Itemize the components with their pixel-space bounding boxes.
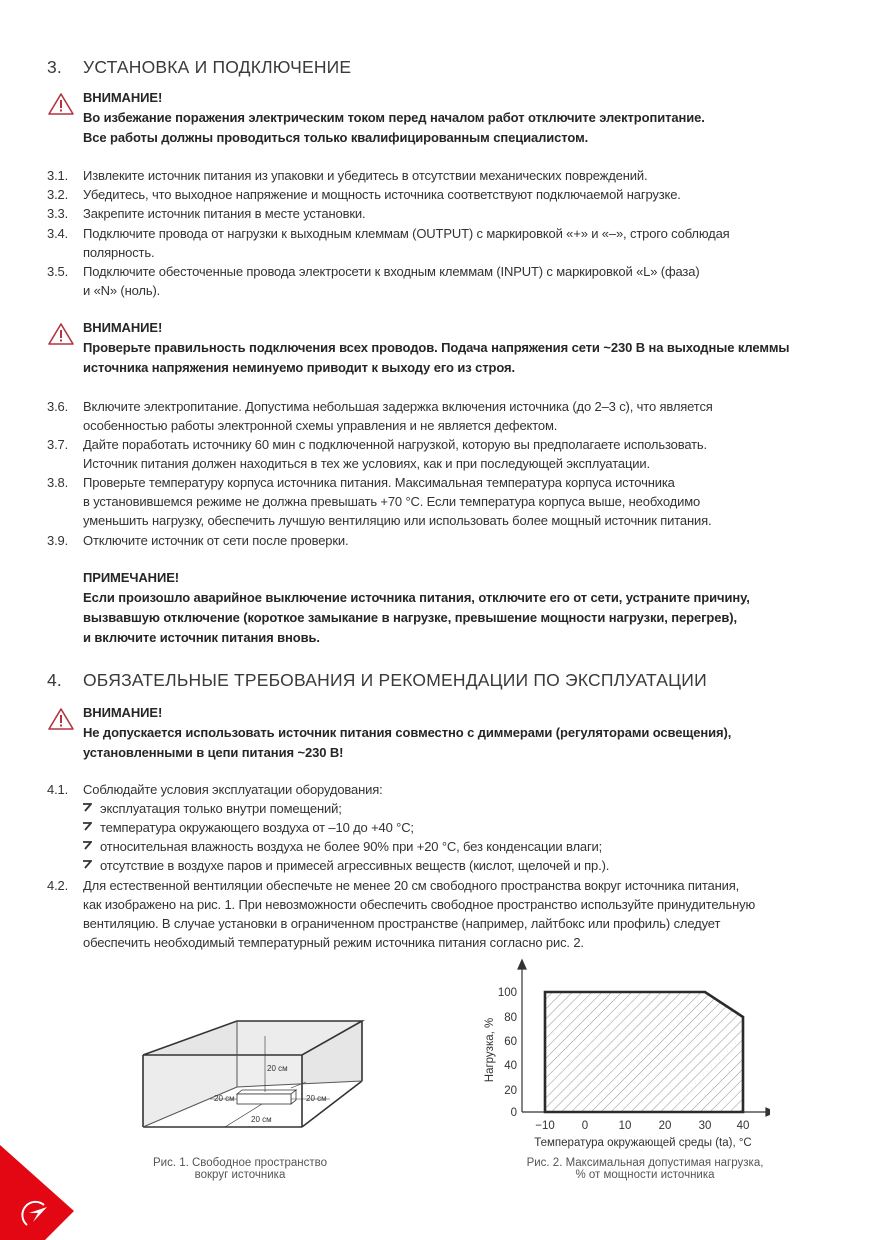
warning-line: Проверьте правильность подключения всех проводов. Подача напряжения сети ~230 В на выходные клеммы	[83, 340, 790, 355]
section-3-heading: 3. УСТАНОВКА И ПОДКЛЮЧЕНИЕ	[47, 57, 352, 77]
arrow-bullet-icon	[82, 840, 92, 850]
allowed-load-area	[545, 992, 743, 1112]
arrow-bullet-icon	[82, 821, 92, 831]
y-axis-label: Нагрузка, %	[484, 1017, 496, 1083]
svg-text:20: 20	[504, 1085, 517, 1097]
warning-line: Во избежание поражения электрическим током перед началом работ отключите электропитание.	[83, 110, 705, 125]
brand-corner-logo	[0, 1145, 80, 1240]
svg-text:80: 80	[504, 1012, 517, 1024]
arrow-bullet-icon	[82, 859, 92, 869]
label-front-clearance: 20 см	[251, 1115, 272, 1124]
warning-triangle-icon	[47, 322, 75, 346]
note-line: Если произошло аварийное выключение источника питания, отключите его от сети, устраните причину,	[83, 590, 750, 605]
svg-text:100: 100	[497, 987, 517, 999]
svg-text:20: 20	[658, 1120, 672, 1132]
label-left-clearance: 20 см	[214, 1094, 235, 1103]
figure-1-caption: Рис. 1. Свободное пространство вокруг источника	[152, 1157, 328, 1181]
warning-title: ВНИМАНИЕ!	[83, 705, 163, 720]
figure-1-clearance-diagram	[130, 1010, 380, 1140]
warning-title: ВНИМАНИЕ!	[83, 320, 163, 335]
label-top-clearance: 20 см	[267, 1064, 288, 1073]
warning-line: Не допускается использовать источник питания совместно с диммерами (регуляторами освещения),	[83, 725, 732, 740]
svg-text:−10: −10	[535, 1120, 555, 1132]
power-supply-box	[237, 1090, 296, 1104]
warning-triangle-icon	[47, 707, 75, 731]
svg-text:10: 10	[618, 1120, 632, 1132]
warning-line: источника напряжения неминуемо приводит к выходу его из строя.	[83, 360, 515, 375]
svg-text:0: 0	[510, 1107, 517, 1119]
svg-text:60: 60	[504, 1036, 517, 1048]
note-line: вызвавшую отключение (короткое замыкание в нагрузке, превышение мощности нагрузки, перегрев),	[83, 610, 738, 625]
section-4-heading: 4. ОБЯЗАТЕЛЬНЫЕ ТРЕБОВАНИЯ И РЕКОМЕНДАЦИИ ПО ЭКСПЛУАТАЦИИ	[47, 670, 707, 690]
warning-title: ВНИМАНИЕ!	[83, 90, 163, 105]
manual-page: 3. УСТАНОВКА И ПОДКЛЮЧЕНИЕ ВНИМАНИЕ! Во избежание поражения электрическим током перед началом работ отключите электропитание. Все работы должны проводиться только квалифицированным специалистом. 3.1. Извлеките источник питания из упаковки и убедитесь в отсутствии механических повреждений. 3.2. Убедитесь, что выходное напряжение и мощность источника соответствуют подключаемой нагрузке. 3.3. Закрепите источник питания в месте установки. 3.4. Подключите провода от нагрузки к выходным клеммам (OUTPUT) с маркировкой «+» и «–», строго соблюдая полярность. 3.5. Подключите обесточенные провода электросети к входным клеммам (INPUT) с маркировкой «L» (фаза) и «N» (ноль). ВНИМАНИЕ! Проверьте правильность подключения всех проводов. Подача напряжения сети ~230 В на выходные клеммы источника напряжения неминуемо приводит к выходу его из строя. 3.6. Включите электропитание. Допустима небольшая задержка включения источника (до 2–3 с), что является особенностью работы электронной схемы управления и не является дефектом. 3.7. Дайте поработать источнику 60 мин с подключенной нагрузкой, которую вы предполагаете использовать. Источник питания должен находиться в тех же условиях, как и при последующей эксплуатации. 3.8. Проверьте температуру корпуса источника питания. Максимальная температура корпуса источника в установившемся режиме не должна превышать +70 °С. Если температура корпуса выше, необходимо уменьшить нагрузку, обеспечить лучшую вентиляцию или использовать более мощный источник питания. 3.9. Отключите источник от сети после проверки. ПРИМЕЧАНИЕ! Если произошло аварийное выключение источника питания, отключите его от сети, устраните причину, вызвавшую отключение (короткое замыкание в нагрузке, превышение мощности нагрузки, перегрев), и включите источник питания вновь. 4. ОБЯЗАТЕЛЬНЫЕ ТРЕБОВАНИЯ И РЕКОМЕНДАЦИИ ПО ЭКСПЛУАТАЦИИ ВНИМАНИЕ! Не допускается использовать источник питания совместно с диммерами (регуляторами освещения), установленными в цепи питания ~230 В! 4.1. Соблюдайте условия эксплуатации оборудования: эксплуатация только внутри помещений; температура окружающего воздуха от –10 до +40 °С; относительная влажность воздуха не более 90% при +20 °С, без конденсации влаги; отсутствие в воздухе паров и примесей агрессивных веществ (кислот, щелочей и пр.). 4.2. Для естественной вентиляции обеспечьте не менее 20 см свободного пространства вокруг источника питания, как изображено на рис. 1. При невозможности обеспечить свободное пространство используйте принудительную вентиляцию. В случае установки в ограниченном пространстве (например, лайтбокс или профиль) следует обеспечить необходимый температурный режим источника питания согласно рис. 2. 20 см 20 см 20 см 20 см Рис. 1. Свободное пространство вокруг источника 100 80 60 40 20 0 −10 0 10 20 30 40 Температура окружающей среды (ta), °С Нагрузка, % Рис. 2. Максимальная допустимая нагрузка, % от мощности источника	[0, 0, 874, 1240]
figure-2-load-chart	[470, 955, 770, 1155]
figure-2-caption: Рис. 2. Максимальная допустимая нагрузка, % от мощности источника	[526, 1157, 764, 1181]
svg-text:30: 30	[698, 1120, 712, 1132]
svg-text:40: 40	[736, 1120, 750, 1132]
svg-text:0: 0	[581, 1120, 589, 1132]
svg-text:40: 40	[504, 1060, 517, 1072]
warning-line: Все работы должны проводиться только квалифицированным специалистом.	[83, 130, 589, 145]
x-axis-label: Температура окружающей среды (ta), °С	[534, 1137, 752, 1149]
warning-line: установленными в цепи питания ~230 В!	[83, 745, 344, 760]
note-title: ПРИМЕЧАНИЕ!	[83, 570, 180, 585]
note-line: и включите источник питания вновь.	[83, 630, 320, 645]
arrow-bullet-icon	[82, 802, 92, 812]
label-right-clearance: 20 см	[306, 1094, 327, 1103]
warning-triangle-icon	[47, 92, 75, 116]
